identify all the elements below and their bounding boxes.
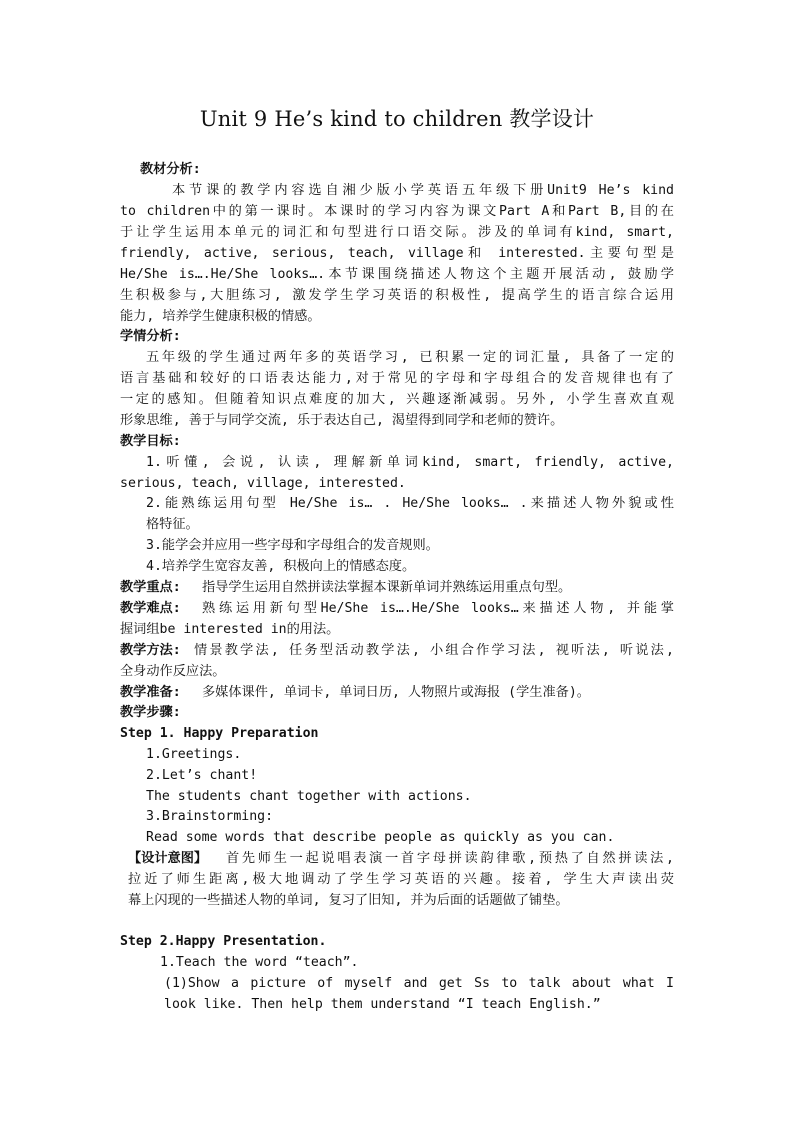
heading-textbook-analysis: 教材分析: <box>140 162 201 177</box>
teaching-methods-text: 情景教学法, 任务型活动教学法, 小组合作学习法, 视听法, 听说法, <box>194 643 674 658</box>
goal-item: 1.听懂, 会说, 认读, 理解新单词kind, smart, friendly, active, <box>146 455 674 470</box>
body-line: 于让学生运用本单元的词汇和句型进行口语交际。涉及的单词有kind, smart, <box>120 225 674 240</box>
step-item-detail: The students chant together with actions. <box>146 789 472 804</box>
teaching-preparation-text: 多媒体课件, 单词卡, 单词日历, 人物照片或海报 (学生准备)。 <box>202 685 590 700</box>
step-item-detail: Read some words that describe people as quickly as you can. <box>146 830 615 845</box>
goal-item: 3.能学会并应用一些字母和字母组合的发音规则。 <box>146 538 439 553</box>
step-1-heading: Step 1. Happy Preparation <box>120 726 319 741</box>
design-intent-text: 幕上闪现的一些描述人物的单词, 复习了旧知, 并为后面的话题做了铺垫。 <box>128 893 569 908</box>
heading-teaching-steps: 教学步骤: <box>120 705 181 720</box>
goal-item-continued: serious, teach, village, interested. <box>120 476 406 491</box>
goal-item: 4.培养学生宽容友善, 积极向上的情感态度。 <box>146 559 416 574</box>
difficult-points-text: 熟练运用新句型He/She is….He/She looks…来描述人物, 并能掌 <box>202 601 674 616</box>
step-item-detail: (1)Show a picture of myself and get Ss to talk about what I <box>164 976 674 991</box>
design-intent-text: 拉近了师生距离,极大地调动了学生学习英语的兴趣。接着, 学生大声读出荧 <box>128 872 674 887</box>
heading-student-analysis: 学情分析: <box>120 329 181 344</box>
heading-teaching-preparation: 教学准备: <box>120 685 181 700</box>
step-item: 2.Let’s chant! <box>146 768 258 783</box>
step-item: 1.Greetings. <box>146 747 242 762</box>
design-intent-label: 【设计意图】 <box>128 851 208 866</box>
body-line: 五年级的学生通过两年多的英语学习, 已积累一定的词汇量, 具备了一定的 <box>146 350 674 365</box>
body-line: 生积极参与,大胆练习, 激发学生学习英语的积极性, 提高学生的语言综合运用 <box>120 288 674 303</box>
body-line: 形象思维, 善于与同学交流, 乐于表达自己, 渴望得到同学和老师的赞许。 <box>120 413 564 428</box>
body-line: friendly, active, serious, teach, village和 interested.主要句型是 <box>120 246 674 261</box>
document-title: Unit 9 He’s kind to children 教学设计 <box>199 107 595 131</box>
body-line: 一定的感知。但随着知识点难度的加大, 兴趣逐渐减弱。另外, 小学生喜欢直观 <box>120 392 674 407</box>
design-intent-text: 首先师生一起说唱表演一首字母拼读韵律歌,预热了自然拼读法, <box>226 851 674 866</box>
heading-difficult-points: 教学难点: <box>120 601 181 616</box>
teaching-methods-text-continued: 全身动作反应法。 <box>120 664 226 679</box>
goal-item-continued: 格特征。 <box>146 517 199 532</box>
body-line: to children中的第一课时。本课时的学习内容为课文Part A和Part B,目的在 <box>120 204 674 219</box>
body-line: He/She is….He/She looks….本节课围绕描述人物这个主题开展活动, 鼓励学 <box>120 267 674 282</box>
heading-teaching-goals: 教学目标: <box>120 434 181 449</box>
body-line: 本节课的教学内容选自湘少版小学英语五年级下册Unit9 He’s kind <box>172 183 674 198</box>
body-line: 语言基础和较好的口语表达能力,对于常见的字母和字母组合的发音规律也有了 <box>120 371 674 386</box>
heading-teaching-methods: 教学方法: <box>120 643 181 658</box>
step-2-heading: Step 2.Happy Presentation. <box>120 934 327 949</box>
key-points-text: 指导学生运用自然拼读法掌握本课新单词并熟练运用重点句型。 <box>202 580 572 595</box>
step-item: 1.Teach the word “teach”. <box>160 955 359 970</box>
body-line: 能力, 培养学生健康积极的情感。 <box>120 309 321 324</box>
heading-key-points: 教学重点: <box>120 580 181 595</box>
step-item-detail-continued: look like. Then help them understand “I teach English.” <box>164 997 601 1012</box>
difficult-points-text-continued: 握词组be interested in的用法。 <box>120 622 340 637</box>
step-item: 3.Brainstorming: <box>146 809 274 824</box>
goal-item: 2.能熟练运用句型 He/She is… . He/She looks… .来描述人物外貌或性 <box>146 496 674 511</box>
